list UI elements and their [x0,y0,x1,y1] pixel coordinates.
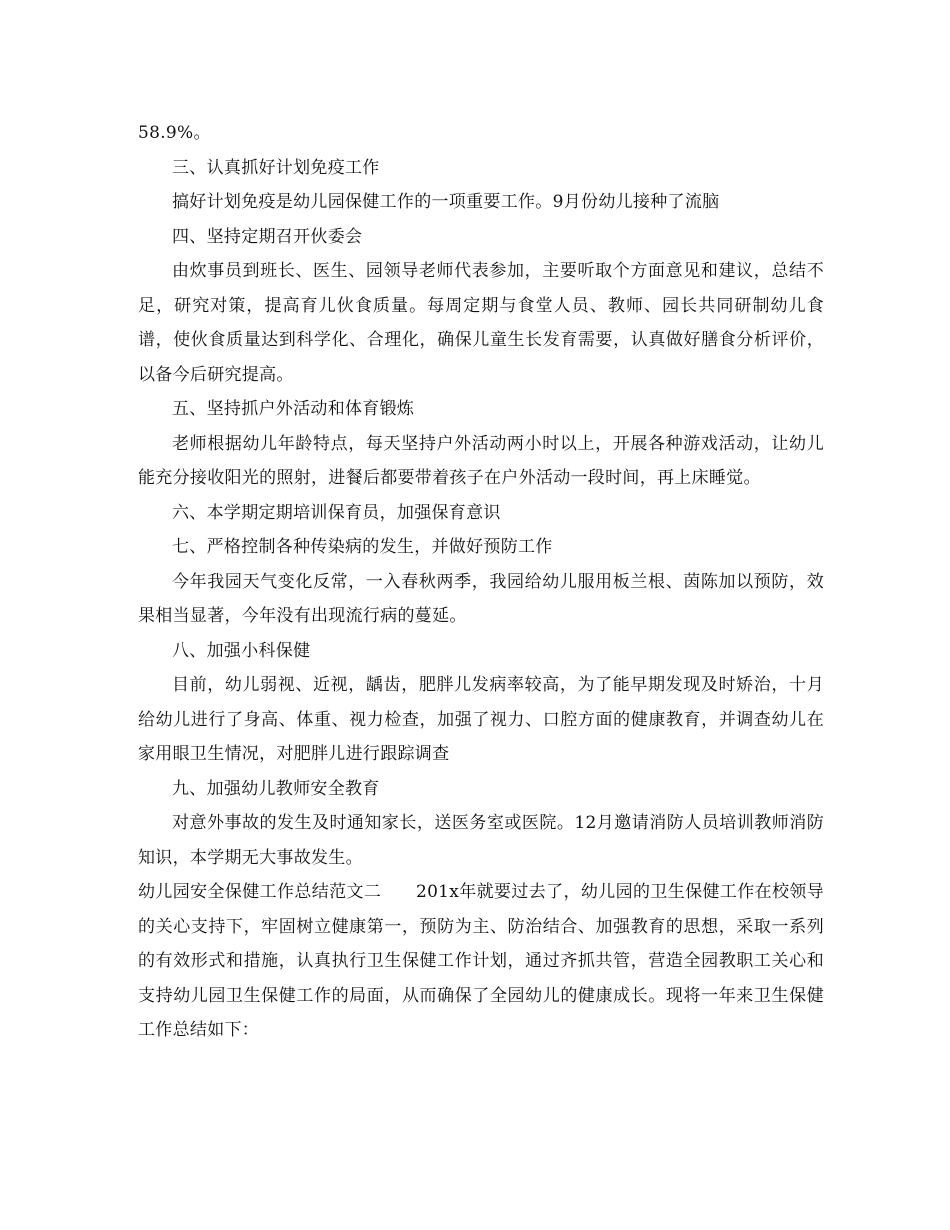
section-heading-health-care: 八、加强小科保健 [172,640,311,661]
section-heading-meal-committee: 四、坚持定期召开伙委会 [172,226,363,247]
section-heading-outdoor-activity: 五、坚持抓户外活动和体育锻炼 [172,399,415,419]
paragraph-sample-two-intro: 幼儿园安全保健工作总结范文二 201x年就要过去了，幼儿园的卫生保健工作在校领导的关心支持下，牢固树立健康第一，预防为主、防治结合、加强教育的思想，采取一系列的有效形式和措施，认真执行卫生保健工作计划，通过齐抓共管，营造全园教职工关心和支持幼儿园卫生保健工作的局面，从而确保了全园幼儿的健康成长。现将一年来卫生保健工作总结如下： [138,882,824,1040]
paragraph-continuation: 58.9%。 [138,123,211,143]
section-heading-disease-control: 七、严格控制各种传染病的发生，并做好预防工作 [172,537,553,557]
section-heading-immunization: 三、认真抓好计划免疫工作 [172,157,380,178]
paragraph-outdoor-activity: 老师根据幼儿年龄特点，每天坚持户外活动两小时以上，开展各种游戏活动，让幼儿能充分接收阳光的照射，进餐后都要带着孩子在户外活动一段时间，再上床睡觉。 [138,433,824,488]
paragraph-safety-education: 对意外事故的发生及时通知家长，送医务室或医院。12月邀请消防人员培训教师消防知识，本学期无大事故发生。 [138,813,824,868]
paragraph-health-care: 目前，幼儿弱视、近视，龋齿，肥胖儿发病率较高，为了能早期发现及时矫治，十月给幼儿进行了身高、体重、视力检查，加强了视力、口腔方面的健康教育，并调查幼儿在家用眼卫生情况，对肥胖儿进行跟踪调查 [138,675,824,764]
section-heading-safety-education: 九、加强幼儿教师安全教育 [172,778,380,799]
paragraph-meal-committee: 由炊事员到班长、医生、园领导老师代表参加，主要听取个方面意见和建议，总结不足，研究对策，提高育儿伙食质量。每周定期与食堂人员、教师、园长共同研制幼儿食谱，使伙食质量达到科学化、合理化，确保儿童生长发育需要，认真做好膳食分析评价，以备今后研究提高。 [138,261,824,385]
section-heading-caregiver-training: 六、本学期定期培训保育员，加强保育意识 [172,502,501,523]
document-body [138,116,824,1048]
paragraph-disease-control: 今年我园天气变化反常，一入春秋两季，我园给幼儿服用板兰根、茵陈加以预防，效果相当显著，今年没有出现流行病的蔓延。 [138,571,824,626]
paragraph-immunization: 搞好计划免疫是幼儿园保健工作的一项重要工作。9月份幼儿接种了流脑 [172,192,720,212]
